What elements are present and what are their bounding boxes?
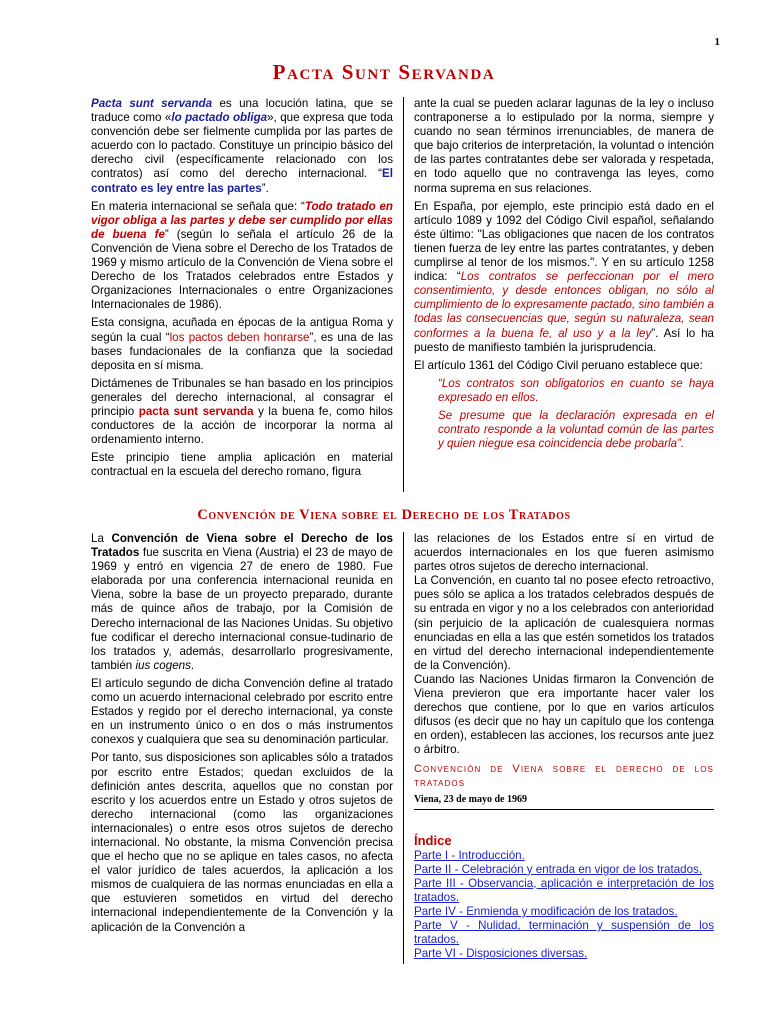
- index-link-parte-6[interactable]: Parte VI - Disposiciones diversas.: [414, 947, 588, 961]
- text: .: [190, 658, 195, 672]
- paragraph: El artículo 1361 del Código Civil peruano establece que:: [414, 358, 703, 372]
- paragraph: Este principio tiene amplia aplicación en material contractual en la escuela del derecho romano, figura: [91, 451, 393, 479]
- term-highlight: Pacta sunt servanda: [91, 97, 213, 110]
- block-quote: Se presume que la declaración expresada en el contrato responde a la voluntad común de las partes y quien niegue esa coincidencia debe probarla”.: [438, 408, 714, 451]
- section1-right-column: [414, 97, 714, 455]
- quote-highlight: Todo tratado en vigor obliga a las partes y debe ser cumplido por ellas de buena fe: [91, 199, 393, 241]
- column-divider: [403, 97, 404, 492]
- text: ” (según lo señala el artículo 26 de la Convención de Viena sobre el Derecho de los Tratados de 1969 y mismo artículo de la Convención de Viena sobre el Derecho de los Tratados celebrados entre Estados y Organizaciones Internacionales o entre Organizaciones Internacionales de 1986).: [91, 227, 393, 312]
- block-quote: “Los contratos son obligatorios en cuanto se haya expresado en ellos.: [438, 376, 714, 404]
- text: ”. Así lo ha puesto de manifiesto también la jurisprudencia.: [414, 326, 714, 354]
- paragraph: [91, 377, 393, 447]
- text: En materia internacional se señala que: “: [91, 199, 305, 213]
- text: En España, por ejemplo, este principio está dado en el artículo 1089 y 1092 del Código Civil español, señalando éste último: "Las obligaciones que nacen de los contratos tienen fuerza de ley entre las partes contratantes, y deben cumplirse al tenor de los mismos.". Y en su artículo 1258 indica: “: [414, 199, 714, 284]
- paragraph: [91, 316, 393, 372]
- section2-right-column: [414, 532, 714, 961]
- text: Dictámenes de Tribunales se han basado en los principios generales del derecho internacional, al consagrar el principio: [91, 376, 393, 418]
- quote-highlight: El contrato es ley entre las partes: [91, 167, 393, 195]
- paragraph: La Convención, en cuanto tal no posee efecto retroactivo, pues sólo se aplica a los tratados celebrados después de su entrada en vigor y no a los celebrados con anterioridad (sin perjuicio de la aplicación de cualesquiera normas enunciadas en ella a las que estén sometidos los tratados en virtud del derecho internacional independientemente de la Convención).: [414, 574, 714, 672]
- text: », que expresa que toda convención debe ser fielmente cumplida por las partes de acuerdo con lo pactado. Constituye un principio básico del derecho civil (específicamente relacionado con los contratos) así como del derecho internacional. “: [91, 111, 393, 181]
- date-line: Viena, 23 de mayo de 1969: [414, 794, 714, 810]
- column-divider: [403, 532, 404, 964]
- term-highlight: lo pactado obliga: [171, 111, 268, 125]
- quote-highlight: los pactos deben honrarse: [169, 330, 310, 344]
- text: La: [91, 532, 112, 545]
- paragraph: Cuando las Naciones Unidas firmaron la Convención de Viena previeron que era importante hacer valer los derechos que contiene, por lo que en varios artículos difusos (es decir que no hay un capítulo que los contenga en orden), establecen las acciones, los recursos ante juez o árbitro.: [414, 672, 714, 757]
- term-highlight: Convención de Viena sobre el Derecho de los Tratados: [91, 532, 393, 560]
- text: Esta consigna, acuñada en épocas de la antigua Roma y según la cual “: [91, 316, 393, 344]
- paragraph: las relaciones de los Estados entre sí en virtud de acuerdos internacionales en los que fueren asimismo partes otros sujetos de derecho internacional.: [414, 532, 714, 574]
- text: es una locución latina, que se traduce como «: [91, 97, 393, 125]
- quote-highlight: Los contratos se perfeccionan por el mero consentimiento, y desde entonces obligan, no sólo al cumplimiento de lo expresamente pactado, sino también a todas las consecuencias que, según su naturaleza, sean conformes a la buena fe, al uso y a la ley: [414, 270, 714, 340]
- paragraph: El artículo segundo de dicha Convención define al tratado como un acuerdo internacional celebrado por escrito entre Estados y regido por el derecho internacional, ya conste en un instrumento único o en dos o más instrumentos conexos y cualquiera que sea su denominación particular.: [91, 676, 393, 747]
- index-link-parte-2[interactable]: Parte II - Celebración y entrada en vigor de los tratados.: [414, 862, 703, 876]
- index-link-parte-4[interactable]: Parte IV - Enmienda y modificación de los tratados.: [414, 904, 678, 918]
- term-italic: ius cogens: [135, 658, 191, 672]
- text: fue suscrita en Viena (Austria) el 23 de mayo de 1969 y entró en vigencia 27 de enero de 1980. Fue elaborada por una conferencia internacional reunida en Viena, sobre la base de un proyecto preparado, durante más de quince años de trabajo, por la Comisión de Derecho internacional de las Naciones Unidas. Su objetivo fue codificar el derecho internacional consue-tudinario de los tratados y, además, desarrollarlo progresivamente, también: [91, 546, 393, 672]
- section2-left-column: [91, 532, 393, 939]
- paragraph: ante la cual se pueden aclarar lagunas de la ley o incluso contraponerse a lo estipulado por la norma, siempre y cuando no sean términos irrenunciables, de manera de que bajo criterios de interpretación, la voluntad o intención de las partes contratantes debe ser valorada y respetada, en todo aquello que no contravenga las leyes, como norma suprema en sus relaciones.: [414, 97, 714, 195]
- index-link-parte-1[interactable]: Parte I - Introducción.: [414, 848, 525, 862]
- page-title: Pacta Sunt Servanda: [272, 60, 496, 84]
- text: y la buena fe, como hilos conductores de la acción de incorporar la norma al ordenamiento interno.: [91, 404, 393, 447]
- paragraph: [91, 532, 393, 673]
- index-link-parte-3[interactable]: Parte III - Observancia, aplicación e interpretación de los tratados.: [414, 876, 714, 904]
- index-list: [414, 849, 714, 962]
- text: ”, es una de las bases fundacionales de la confianza que la sociedad deposita en sí misma.: [91, 330, 393, 372]
- text: ”.: [261, 181, 269, 195]
- page-number: 1: [714, 36, 720, 48]
- index-link-parte-5[interactable]: Parte V - Nulidad, terminación y suspensión de los tratados.: [414, 919, 714, 947]
- section-heading: Convención de Viena sobre el Derecho de los Tratados: [197, 507, 571, 523]
- paragraph: [414, 200, 714, 355]
- section1-left-column: [91, 97, 393, 483]
- paragraph: [91, 97, 393, 196]
- term-highlight: pacta sunt servanda: [138, 404, 254, 418]
- paragraph: Por tanto, sus disposiciones son aplicables sólo a tratados por escrito entre Estados; quedan excluidos de la definición antes descrita, aquellos que no constan por escrito y los acuerdos entre un Estado y otros sujetos de derecho internacional (como las organizaciones internacionales) o entre esos otros sujetos de derecho internacional. No obstante, la misma Convención precisa que el hecho que no se aplique en tales casos, no afecta el valor jurídico de tales acuerdos, la aplicación a los mismos de cualquiera de las normas enunciadas en ella a que estuvieren sometidos en virtud del derecho internacional independientemente de la Convención y la aplicación de la Convención a: [91, 751, 393, 934]
- subheading: Convención de Viena sobre el derecho de los tratados: [414, 762, 714, 789]
- paragraph: [91, 200, 393, 313]
- index-title: Índice: [414, 832, 452, 848]
